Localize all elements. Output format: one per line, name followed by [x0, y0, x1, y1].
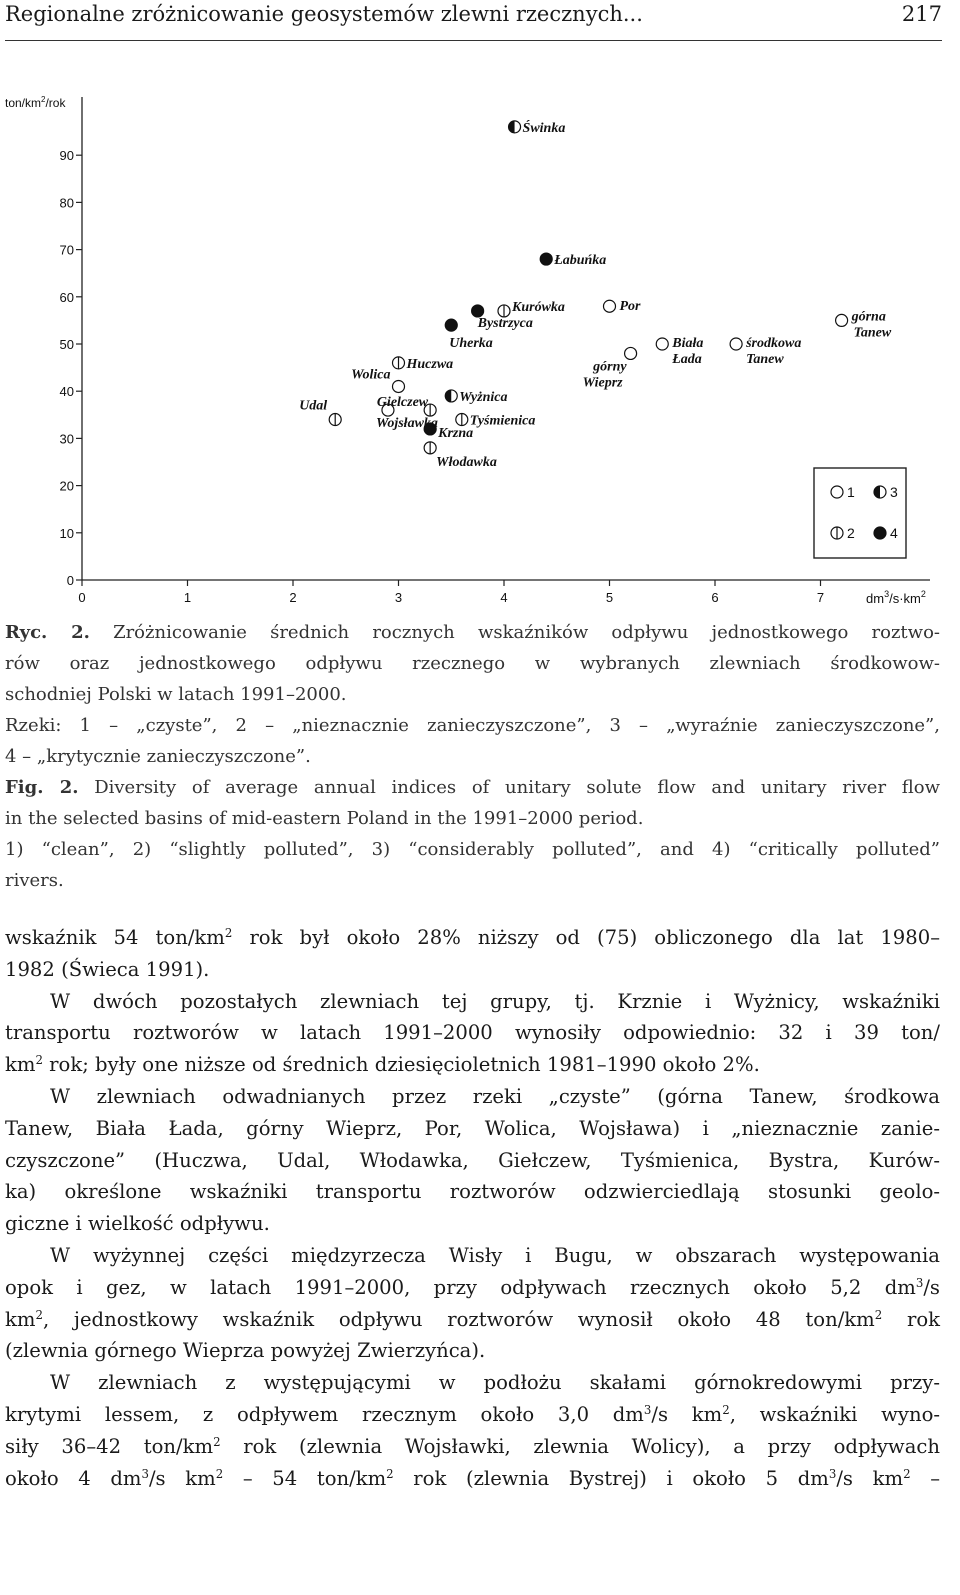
data-point [509, 121, 521, 133]
running-title: Regionalne zróżnicowanie geosystemów zlewni rzecznych... [5, 2, 643, 26]
marker-ring [604, 300, 616, 312]
marker-ring [656, 338, 668, 350]
caption-pl-line-5: 4 – „krytycznie zanieczyszczone”. [5, 746, 311, 767]
x-tick-label: 7 [816, 590, 825, 605]
point-label: Uherka [449, 336, 493, 352]
p3-line-2: Tanew, Biała Łada, górny Wieprz, Por, Wolica, Wojsława) i „nieznacznie zanie- [5, 1116, 940, 1140]
marker-ring [625, 347, 637, 359]
legend-label: 3 [890, 484, 898, 500]
y-tick-label: 30 [59, 431, 74, 447]
x-tick-label: 0 [78, 590, 86, 605]
data-point [393, 357, 405, 369]
data-point [836, 314, 848, 326]
p1-line-2: 1982 (Świeca 1991). [5, 957, 210, 981]
x-tick-label: 5 [605, 590, 614, 605]
marker-ring [836, 314, 848, 326]
y-tick-label: 90 [59, 148, 74, 164]
y-axis-label [5, 95, 66, 110]
data-point [625, 347, 637, 359]
y-tick-label: 50 [59, 337, 74, 352]
marker-ring [730, 338, 742, 350]
x-tick-label: 2 [289, 590, 297, 605]
legend-marker [874, 527, 886, 539]
legend-box [814, 468, 906, 558]
point-label: Bystrzyca [477, 315, 533, 331]
data-point [329, 414, 341, 426]
point-label: Świnka [522, 120, 566, 136]
ticks [60, 148, 825, 605]
p3-line-5: giczne i wielkość odpływu. [5, 1212, 270, 1236]
legend-marker [831, 527, 843, 539]
page-number: 217 [901, 2, 942, 26]
scatter-chart [0, 55, 960, 610]
p3-line-3: czyszczone” (Huczwa, Udal, Włodawka, Giełczew, Tyśmienica, Bystra, Kurów- [5, 1148, 940, 1172]
p4-line-2: opok i gez, w latach 1991–2000, przy odpływach rzecznych około 5,2 $dm^3/s$ [5, 1275, 940, 1299]
marker-filled [874, 527, 886, 539]
marker-half [445, 390, 451, 402]
p2-line-1: W dwóch pozostałych zlewniach tej grupy, tj. Krznie i Wyżnicy, wskaźniki [50, 989, 940, 1013]
caption-en-line-2: in the selected basins of mid-eastern Poland in the 1991–2000 period. [5, 808, 644, 829]
x-tick-label: 3 [394, 590, 403, 605]
point-label: Biała Łada [672, 336, 704, 367]
point-label: górny Wieprz [582, 359, 627, 391]
legend-marker [874, 486, 886, 498]
point-label: górna Tanew [851, 309, 892, 341]
x-tick-label: 4 [500, 590, 508, 605]
p2-line-2: transportu roztworów w latach 1991–2000 wynosiły odpowiednio: 32 i 39 ton/ [5, 1021, 940, 1045]
caption-en-line-4: rivers. [5, 870, 64, 891]
legend-label: 4 [890, 525, 898, 541]
svg-text:dm3/s·km2: $dm^3/s\cdot km^2$ [866, 589, 926, 606]
y-tick-label: 20 [59, 478, 74, 494]
x-axis-label [866, 589, 926, 606]
marker-filled [445, 319, 457, 331]
point-label: Kurówka [512, 299, 565, 315]
p2-line-3: $km^2$ rok; były one niższe od średnich dziesięcioletnich 1981–1990 około 2%. [5, 1053, 760, 1077]
data-point [445, 390, 457, 402]
p4-line-1: W wyżynnej części międzyrzecza Wisły i Bugu, w obszarach występowania [50, 1243, 940, 1267]
x-tick-label: 1 [183, 590, 192, 605]
figure-caption [5, 617, 940, 896]
point-label: Wolica [351, 367, 391, 383]
point-label: Łabuńka [554, 253, 607, 269]
p4-line-4: (zlewnia górnego Wieprza powyżej Zwierzyńca). [5, 1339, 486, 1363]
y-tick-label: 80 [59, 195, 74, 211]
point-label: Por [619, 299, 641, 315]
data-point [445, 319, 457, 331]
point-label: Krzna [438, 425, 474, 441]
y-tick-label: 70 [59, 242, 74, 258]
caption-pl-line-1: Ryc. 2. Zróżnicowanie średnich rocznych wskaźników odpływu jednostkowego roztwo- [5, 622, 940, 643]
data-point [393, 380, 405, 392]
legend-label: 1 [847, 484, 855, 500]
body-text [5, 922, 940, 1494]
data-point [656, 338, 668, 350]
caption-pl-line-3: schodniej Polski w latach 1991–2000. [5, 684, 347, 705]
marker-filled [540, 253, 552, 265]
x-tick-label: 6 [711, 590, 719, 605]
data-point [424, 442, 436, 454]
legend-marker [831, 486, 843, 498]
point-label: Tyśmienica [469, 413, 536, 429]
caption-en-line-1: Fig. 2. Diversity of average annual indices of unitary solute flow and unitary river flow [5, 777, 940, 798]
page-header [5, 0, 942, 41]
point-label: Huczwa [406, 356, 454, 372]
p1-line-1: wskaźnik 54 ton/$km^2$ rok był około 28% niższy od (75) obliczonego dla lat 1980– [5, 925, 941, 949]
caption-en-line-3: 1) “clean”, 2) “slightly polluted”, 3) “considerably polluted”, and 4) “critically polluted” [5, 839, 940, 860]
p5-line-2: krytymi lessem, z odpływem rzecznym około 3,0 $dm^3/s$ $km^2$, wskaźniki wyno- [5, 1402, 940, 1426]
legend [814, 468, 906, 558]
data-point [730, 338, 742, 350]
p5-line-1: W zlewniach z występującymi w podłożu skałami górnokredowymi przy- [50, 1371, 940, 1395]
marker-ring [393, 380, 405, 392]
caption-pl-line-2: rów oraz jednostkowego odpływu rzecznego w wybranych zlewniach środkowow- [5, 653, 940, 674]
point-label: Wyżnica [459, 389, 508, 405]
point-label: Włodawka [436, 454, 497, 470]
p5-line-3: siły 36–42 ton/$km^2$ rok (zlewnia Wojsławki, zlewnia Wolicy), a przy odpływach [5, 1434, 940, 1458]
caption-en-label: Fig. 2. [5, 777, 79, 798]
data-point [604, 300, 616, 312]
p4-line-3: $km^2$, jednostkowy wskaźnik odpływu roztworów wynosił około 48 ton/$km^2$ rok [5, 1307, 940, 1331]
y-tick-label: 60 [59, 289, 74, 305]
point-label: środkowa Tanew [746, 336, 802, 367]
point-labels [299, 119, 892, 470]
data-point [540, 253, 552, 265]
caption-pl-line-4: Rzeki: 1 – „czyste”, 2 – „nieznacznie zanieczyszczone”, 3 – „wyraźnie zanieczyszczone”, [5, 715, 940, 736]
p3-line-1: W zlewniach odwadnianych przez rzeki „czyste” (górna Tanew, środkowa [50, 1084, 940, 1108]
marker-half [509, 121, 515, 133]
legend-label: 2 [847, 525, 855, 541]
svg-text:ton/km2/rok: ton/$km^2$/rok [5, 95, 66, 110]
point-label: Gielczew [376, 395, 429, 411]
point-label: Wojsławka [375, 416, 438, 432]
y-tick-label: 40 [59, 384, 74, 400]
axes [82, 97, 930, 580]
y-tick-label: 10 [59, 525, 74, 541]
point-label: Udal [299, 398, 328, 414]
p5-line-4: około 4 $dm^3/s$ $km^2 - 54$ ton/$km^2$ rok (zlewnia Bystrej) i około 5 $dm^3/s$ $km^2$ – [5, 1466, 940, 1490]
caption-pl-label: Ryc. 2. [5, 622, 90, 643]
data-point [456, 414, 468, 426]
p3-line-4: ka) określone wskaźniki transportu roztworów odzwierciedlają stosunki geolo- [5, 1180, 940, 1204]
y-tick-label: 0 [66, 573, 74, 588]
marker-ring [831, 486, 843, 498]
